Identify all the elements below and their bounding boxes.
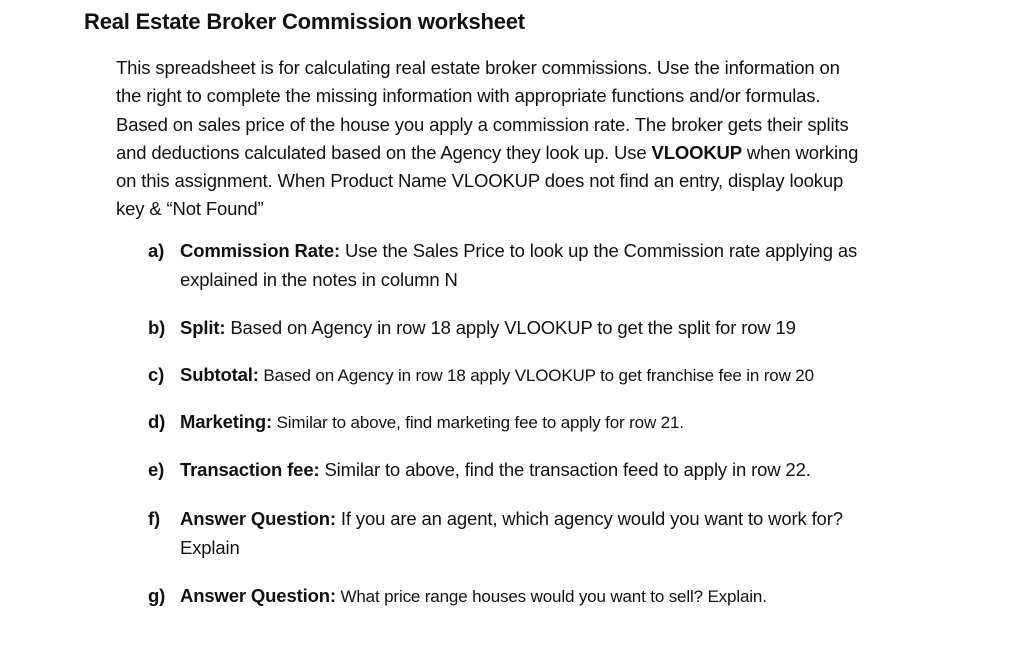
task-letter: b) bbox=[148, 317, 166, 338]
task-text bbox=[180, 236, 908, 265]
task-description: Based on Agency in row 18 apply VLOOKUP to get franchise fee in row 20 bbox=[258, 366, 814, 385]
task-letter: c) bbox=[148, 364, 165, 385]
task-description: Use the Sales Price to look up the Commission rate applying as bbox=[340, 240, 858, 261]
task-text-continued: explained in the notes in column N bbox=[180, 269, 458, 290]
task-b bbox=[148, 313, 908, 342]
task-label: Answer Question: bbox=[180, 508, 336, 529]
intro-line: the right to complete the missing information with appropriate functions and/or formulas. bbox=[116, 85, 821, 107]
intro-paragraph bbox=[116, 54, 916, 224]
task-label: Transaction fee: bbox=[180, 459, 320, 480]
task-text bbox=[180, 407, 908, 437]
task-text bbox=[180, 504, 908, 533]
task-letter: d) bbox=[148, 411, 166, 432]
intro-text: when working bbox=[741, 141, 859, 163]
intro-line: key & “Not Found” bbox=[116, 198, 264, 220]
intro-line: Based on sales price of the house you apply a commission rate. The broker gets their splits bbox=[116, 113, 849, 135]
task-text bbox=[180, 455, 908, 484]
task-description: Similar to above, find the transaction feed to apply in row 22. bbox=[319, 459, 811, 480]
task-d bbox=[148, 407, 908, 437]
task-label: Answer Question: bbox=[180, 585, 336, 606]
intro-line bbox=[116, 139, 916, 167]
task-letter: g) bbox=[148, 585, 166, 606]
task-f bbox=[148, 504, 908, 562]
intro-text: and deductions calculated based on the Agency they look up. Use bbox=[116, 141, 652, 163]
task-text-continued: Explain bbox=[180, 537, 240, 558]
task-label: Subtotal: bbox=[180, 364, 259, 385]
task-letter: e) bbox=[148, 459, 165, 480]
task-label: Marketing: bbox=[180, 411, 273, 432]
intro-line: This spreadsheet is for calculating real estate broker commissions. Use the information on bbox=[116, 57, 840, 78]
task-description: Based on Agency in row 18 apply VLOOKUP to get the split for row 19 bbox=[225, 317, 796, 338]
task-a bbox=[148, 236, 908, 294]
task-text bbox=[180, 360, 908, 390]
task-label: Split: bbox=[180, 317, 226, 338]
page-title: Real Estate Broker Commission worksheet bbox=[84, 9, 525, 34]
task-g bbox=[148, 581, 908, 611]
task-label: Commission Rate: bbox=[180, 240, 341, 261]
task-description: If you are an agent, which agency would you want to work for? bbox=[335, 508, 843, 529]
task-description: Similar to above, find marketing fee to apply for row 21. bbox=[272, 413, 684, 432]
task-description: What price range houses would you want to sell? Explain. bbox=[335, 587, 767, 606]
intro-line: on this assignment. When Product Name VLOOKUP does not find an entry, display lookup bbox=[116, 170, 844, 192]
task-letter: a) bbox=[148, 240, 165, 261]
vlookup-keyword: VLOOKUP bbox=[651, 141, 742, 163]
task-text bbox=[180, 581, 908, 611]
task-c bbox=[148, 360, 908, 390]
task-letter: f) bbox=[148, 508, 161, 529]
task-text bbox=[180, 313, 908, 342]
task-e bbox=[148, 455, 908, 484]
